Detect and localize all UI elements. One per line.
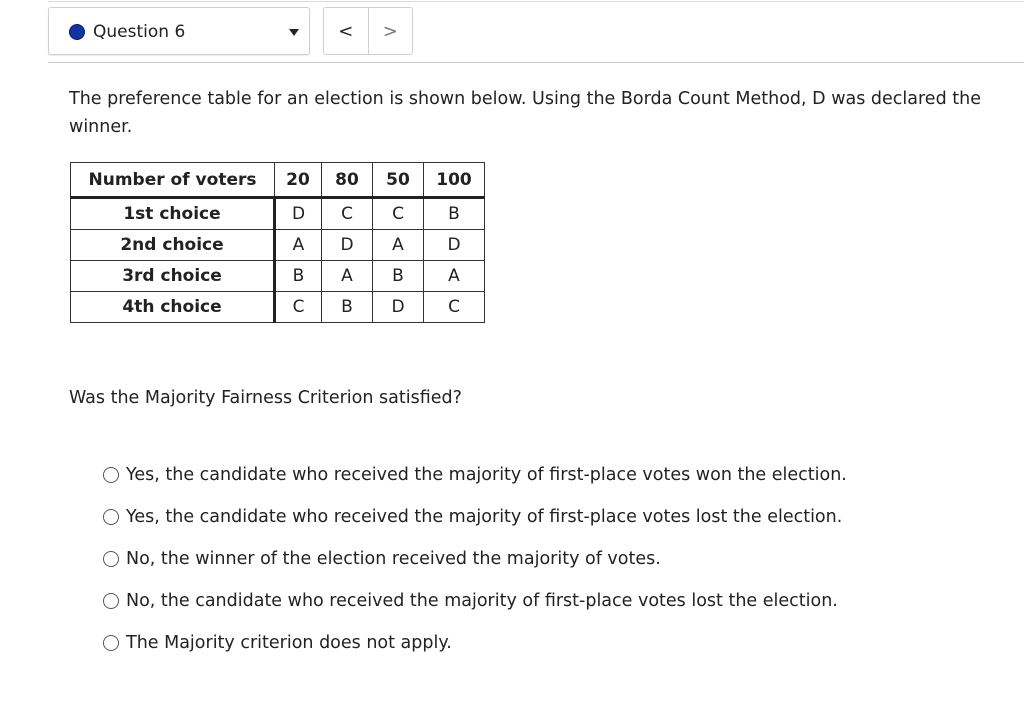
choice-label: 2nd choice [71,230,275,261]
table-row [71,198,485,230]
choice-label: 3rd choice [71,261,275,292]
candidate-cell: B [373,261,424,292]
answer-options [103,454,847,664]
candidate-cell: D [275,198,322,230]
radio-button[interactable] [103,509,119,525]
question-status-dot [69,24,85,40]
candidate-cell: B [275,261,322,292]
candidate-cell: A [373,230,424,261]
choice-label: 4th choice [71,292,275,323]
answer-option-label: No, the candidate who received the majority of first-place votes lost the election. [126,591,838,611]
header-divider [48,62,1024,63]
voter-count-cell: 80 [322,163,373,198]
voter-count-cell: 20 [275,163,322,198]
answer-option[interactable] [103,496,847,538]
candidate-cell: C [275,292,322,323]
sub-question: Was the Majority Fairness Criterion satisfied? [69,388,462,408]
question-selector[interactable] [48,7,310,55]
voter-count-header: Number of voters [71,163,275,198]
answer-option[interactable] [103,454,847,496]
candidate-cell: D [322,230,373,261]
answer-option-label: Yes, the candidate who received the majority of first-place votes won the election. [126,465,847,485]
radio-button[interactable] [103,551,119,567]
voter-count-cell: 50 [373,163,424,198]
radio-button[interactable] [103,635,119,651]
table-row [71,261,485,292]
candidate-cell: B [424,198,485,230]
candidate-cell: C [373,198,424,230]
table-row [71,292,485,323]
question-prompt: The preference table for an election is shown below. Using the Borda Count Method, D was declared the winner. [69,89,981,137]
question-label: Question 6 [93,22,186,42]
next-question-button[interactable]: > [382,20,398,42]
table-row [71,230,485,261]
preference-table [70,162,485,323]
previous-question-button[interactable]: < [324,8,369,54]
answer-option-label: No, the winner of the election received the majority of votes. [126,549,661,569]
answer-option-label: The Majority criterion does not apply. [126,633,452,653]
question-nav [323,7,413,55]
candidate-cell: A [275,230,322,261]
candidate-cell: D [373,292,424,323]
answer-option-label: Yes, the candidate who received the majority of first-place votes lost the election. [126,507,843,527]
candidate-cell: C [424,292,485,323]
top-rule [48,1,1024,2]
radio-button[interactable] [103,593,119,609]
choice-label: 1st choice [71,198,275,230]
voter-count-cell: 100 [424,163,485,198]
radio-button[interactable] [103,467,119,483]
candidate-cell: A [322,261,373,292]
caret-down-icon [289,29,299,36]
candidate-cell: C [322,198,373,230]
answer-option[interactable] [103,580,847,622]
voter-count-row [71,163,485,198]
candidate-cell: D [424,230,485,261]
candidate-cell: A [424,261,485,292]
answer-option[interactable] [103,622,847,664]
answer-option[interactable] [103,538,847,580]
candidate-cell: B [322,292,373,323]
